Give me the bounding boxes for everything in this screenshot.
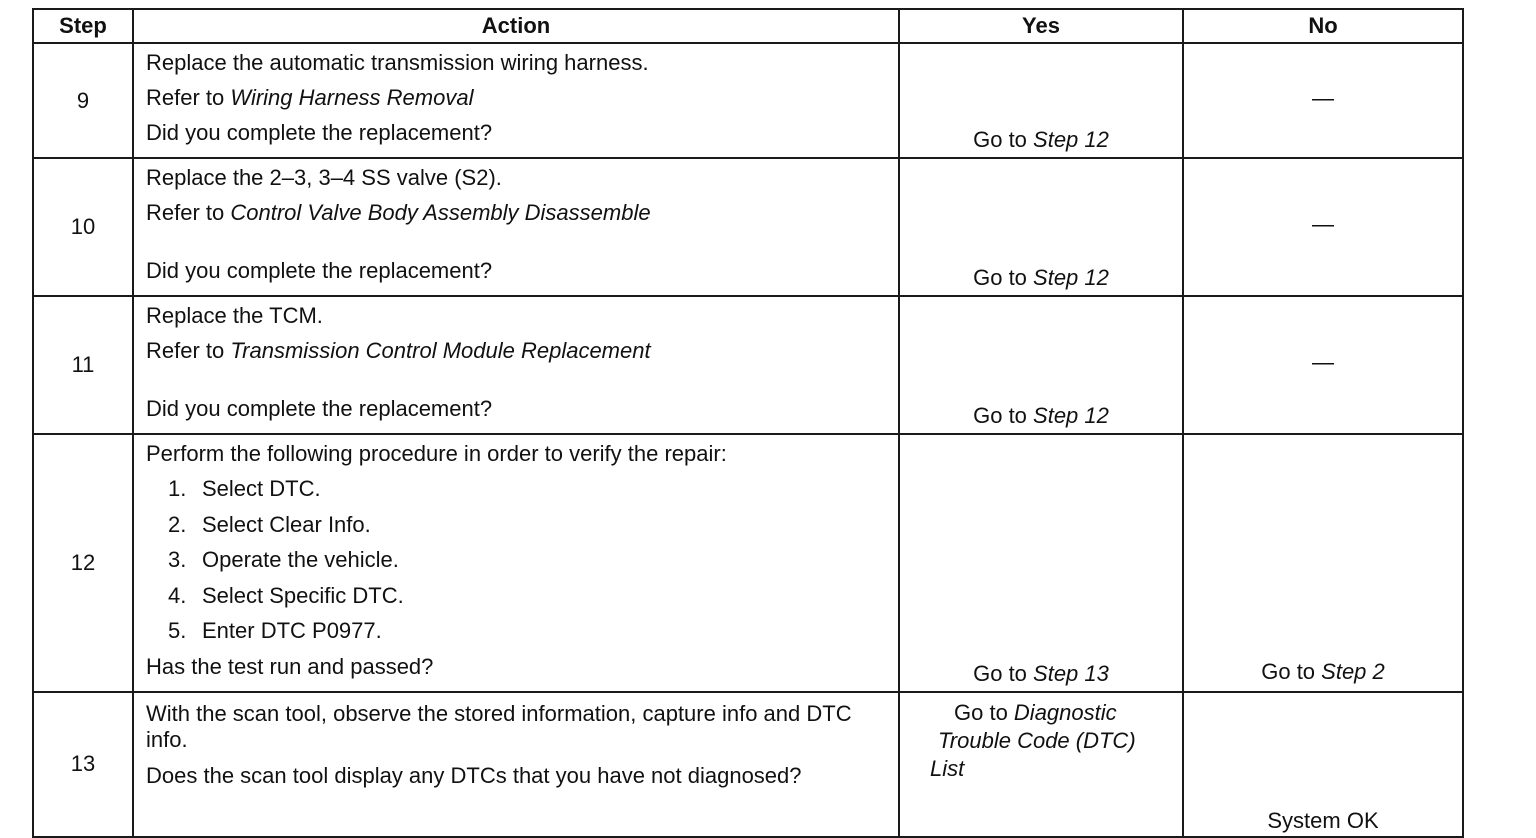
question-text: Did you complete the replacement? [146,120,493,145]
no-cell [1183,158,1463,296]
table-row [33,158,1463,296]
action-text: With the scan tool, observe the stored information, capture info and DTC info. [146,700,852,752]
step-number: 12 [33,434,133,692]
header-action: Action [133,9,899,43]
list-item [146,512,886,548]
yes-cell [899,43,1183,158]
dtc-list-link[interactable]: Diagnostic [1013,699,1117,725]
list-item [146,547,886,583]
list-text: Operate the vehicle. [202,547,399,572]
yes-cell [899,692,1183,837]
action-cell [133,692,899,837]
refer-link[interactable]: Wiring Harness Removal [230,85,474,110]
action-text: Replace the 2–3, 3–4 SS valve (S2). [146,165,502,190]
go-to-label: Go to [1261,658,1322,684]
step-link[interactable]: Step 12 [1033,403,1109,428]
question-text: Has the test run and passed? [146,653,434,679]
table-row [33,434,1463,692]
refer-link[interactable]: Transmission Control Module Replacement [230,338,651,363]
refer-prefix: Refer to [146,338,231,363]
yes-action [900,661,1182,687]
action-cell [133,434,899,692]
action-text: Replace the automatic transmission wiring harness. [146,50,649,75]
action-cell [133,296,899,434]
list-text: Select Clear Info. [202,511,371,537]
no-action [1184,659,1462,685]
list-number: 1. [168,476,187,501]
table-row [33,43,1463,158]
no-action-dash: — [1312,211,1334,237]
yes-action [930,699,1136,783]
no-action-dash: — [1312,84,1334,110]
go-to-label: Go to [973,127,1034,152]
yes-action [900,403,1182,429]
go-to-label: Go to [973,403,1034,428]
yes-cell [899,296,1183,434]
question-text: Does the scan tool display any DTCs that you have not diagnosed? [146,762,802,788]
list-number: 5. [168,618,187,643]
list-text: Select DTC. [202,476,321,501]
no-cell [1183,43,1463,158]
refer-prefix: Refer to [146,200,231,225]
yes-cell [899,434,1183,692]
refer-prefix: Refer to [146,85,231,110]
question-text: Did you complete the replacement? [146,258,493,283]
header-no: No [1183,9,1463,43]
no-action-dash: — [1312,349,1334,375]
no-cell [1183,296,1463,434]
refer-link[interactable]: Control Valve Body Assembly Disassemble [230,200,651,225]
step-number: 13 [33,692,133,837]
list-item [146,476,886,512]
list-item [146,583,886,619]
header-yes: Yes [899,9,1183,43]
no-action: System OK [1267,807,1379,833]
no-cell [1183,692,1463,837]
action-cell [133,43,899,158]
go-to-label: Go to [973,660,1034,686]
list-number: 3. [168,547,187,572]
list-number: 4. [168,582,187,608]
dtc-list-link[interactable]: List [930,755,965,781]
step-link[interactable]: Step 12 [1033,127,1109,152]
table-row [33,296,1463,434]
list-text: Enter DTC P0977. [202,618,382,643]
yes-action [900,127,1182,153]
no-cell [1183,434,1463,692]
step-number: 9 [33,43,133,158]
refer-line [146,85,886,120]
action-cell [133,158,899,296]
step-link[interactable]: Step 13 [1033,660,1109,686]
step-number: 11 [33,296,133,434]
step-number: 10 [33,158,133,296]
action-text: Replace the TCM. [146,303,323,328]
step-link[interactable]: Step 2 [1321,658,1385,684]
refer-line [146,200,886,235]
list-text: Select Specific DTC. [202,582,404,608]
step-link[interactable]: Step 12 [1033,265,1109,290]
dtc-list-link[interactable]: Trouble Code (DTC) [938,727,1136,753]
question-text: Did you complete the replacement? [146,396,493,421]
diagnostic-steps-table [32,8,1464,838]
header-step: Step [33,9,133,43]
go-to-label: Go to [954,699,1014,725]
list-item [146,618,886,654]
list-number: 2. [168,511,187,537]
yes-cell [899,158,1183,296]
refer-line [146,338,886,373]
header-row [33,9,1463,43]
table-row [33,692,1463,837]
yes-action [900,265,1182,291]
go-to-label: Go to [973,265,1034,290]
action-text: Perform the following procedure in order to verify the repair: [146,441,727,466]
